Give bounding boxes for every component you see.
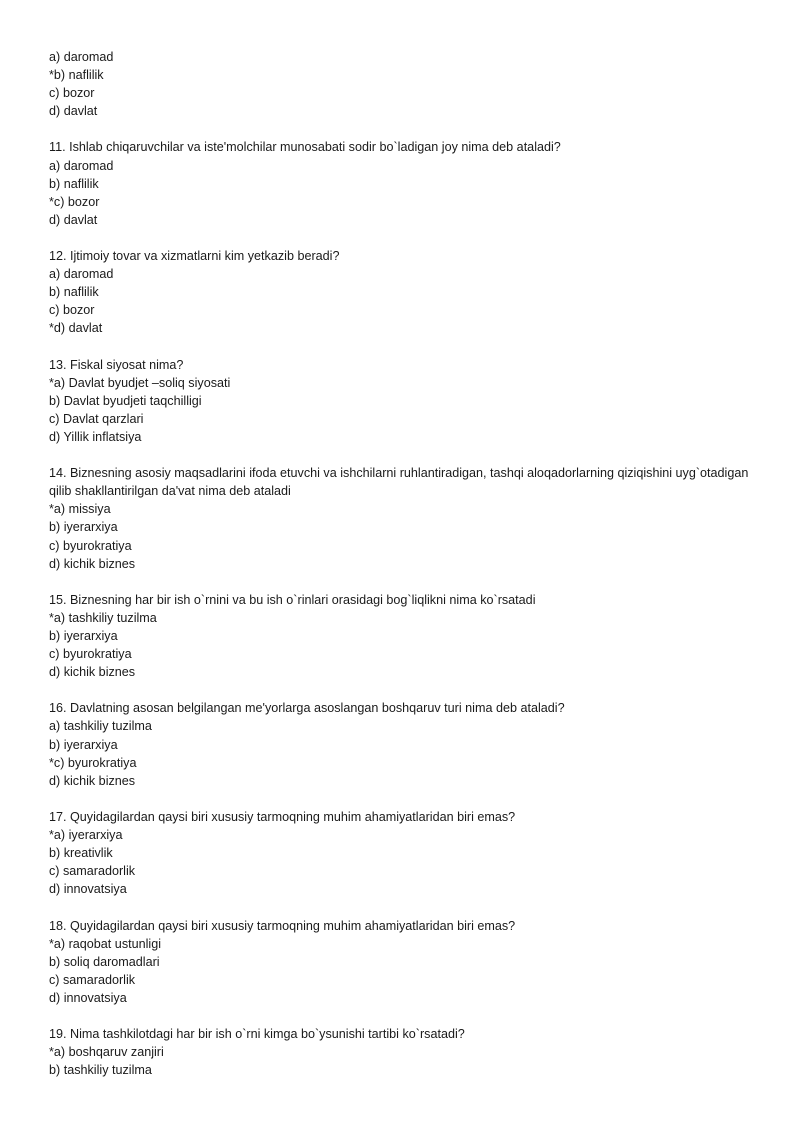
option-line: d) kichik biznes xyxy=(49,773,136,788)
option-line: b) soliq daromadlari xyxy=(49,954,160,969)
option-line: b) naflilik xyxy=(49,176,99,191)
option-line: c) byurokratiya xyxy=(49,647,132,662)
option-line: d) kichik biznes xyxy=(49,665,136,680)
option-line: *c) bozor xyxy=(49,194,100,209)
option-line: d) innovatsiya xyxy=(49,882,127,897)
option-line: b) Davlat byudjeti taqchilligi xyxy=(49,393,202,408)
question-text: 18. Quyidagilardan qaysi biri xususiy tarmoqning muhim ahamiyatlaridan biri emas? xyxy=(49,918,516,933)
question-text: 15. Biznesning har bir ish o`rnini va bu ish o`rinlari orasidagi bog`liqlikni nima ko`rsatadi xyxy=(49,592,536,607)
question-text: 14. Biznesning asosiy maqsadlarini ifoda etuvchi va ishchilarni ruhlantiradigan, tashqi aloqadorlarning qiziqishini uyg`otadigan qilib shakllantirilgan da'vat nima deb ataladi xyxy=(49,466,749,499)
spacer xyxy=(49,790,749,808)
option-line: c) byurokratiya xyxy=(49,538,132,553)
spacer xyxy=(49,1007,749,1025)
option-line: *a) raqobat ustunligi xyxy=(49,936,162,951)
question-19 xyxy=(49,1025,749,1079)
option-line: c) bozor xyxy=(49,303,95,318)
question-text: 11. Ishlab chiqaruvchilar va iste'molchilar munosabati sodir bo`ladigan joy nima deb ataladi? xyxy=(49,140,561,155)
option-line: c) bozor xyxy=(49,86,95,101)
question-text: 12. Ijtimoiy tovar va xizmatlarni kim yetkazib beradi? xyxy=(49,249,340,264)
option-line: b) kreativlik xyxy=(49,846,113,861)
option-line: b) iyerarxiya xyxy=(49,629,118,643)
option-line: c) samaradorlik xyxy=(49,864,136,879)
option-line: *a) missiya xyxy=(49,502,111,517)
option-line: b) tashkiliy tuzilma xyxy=(49,1063,152,1078)
option-line: *c) byurokratiya xyxy=(49,755,137,770)
question-14 xyxy=(49,464,749,573)
spacer xyxy=(49,120,749,138)
option-line: *b) naflilik xyxy=(49,68,104,83)
option-line: d) davlat xyxy=(49,104,98,119)
question-17 xyxy=(49,808,749,898)
question-16 xyxy=(49,699,749,789)
option-line: *a) boshqaruv zanjiri xyxy=(49,1045,164,1060)
question-text: 16. Davlatning asosan belgilangan me'yorlarga asoslangan boshqaruv turi nima deb ataladi? xyxy=(49,701,565,716)
question-11 xyxy=(49,138,749,228)
option-line: a) daromad xyxy=(49,158,114,173)
option-line: *a) iyerarxiya xyxy=(49,828,123,843)
option-line: c) samaradorlik xyxy=(49,972,136,987)
option-line: b) iyerarxiya xyxy=(49,737,118,752)
spacer xyxy=(49,338,749,356)
option-line: a) tashkiliy tuzilma xyxy=(49,719,152,734)
option-line: c) Davlat qarzlari xyxy=(49,411,144,426)
option-line: b) iyerarxiya xyxy=(49,520,118,535)
option-line: d) innovatsiya xyxy=(49,990,127,1005)
question-13 xyxy=(49,356,749,446)
option-line: *a) Davlat byudjet –soliq siyosati xyxy=(49,375,231,390)
option-line: a) daromad xyxy=(49,267,114,282)
spacer xyxy=(49,573,749,591)
spacer xyxy=(49,681,749,699)
option-line: *a) tashkiliy tuzilma xyxy=(49,610,157,625)
option-line: a) daromad xyxy=(49,50,114,64)
option-line: d) Yillik inflatsiya xyxy=(49,429,142,444)
question-text: 19. Nima tashkilotdagi har bir ish o`rni kimga bo`ysunishi tartibi ko`rsatadi? xyxy=(49,1027,465,1042)
spacer xyxy=(49,229,749,247)
option-line: *d) davlat xyxy=(49,321,103,336)
question-15 xyxy=(49,591,749,681)
option-line: d) davlat xyxy=(49,212,98,227)
question-18 xyxy=(49,917,749,1007)
option-line: b) naflilik xyxy=(49,285,99,300)
document-page xyxy=(49,48,749,1079)
question-12 xyxy=(49,247,749,337)
question-text: 17. Quyidagilardan qaysi biri xususiy tarmoqning muhim ahamiyatlaridan biri emas? xyxy=(49,809,516,824)
question-text: 13. Fiskal siyosat nima? xyxy=(49,357,184,372)
lead-options xyxy=(49,48,749,120)
option-line: d) kichik biznes xyxy=(49,556,136,571)
spacer xyxy=(49,898,749,916)
spacer xyxy=(49,446,749,464)
